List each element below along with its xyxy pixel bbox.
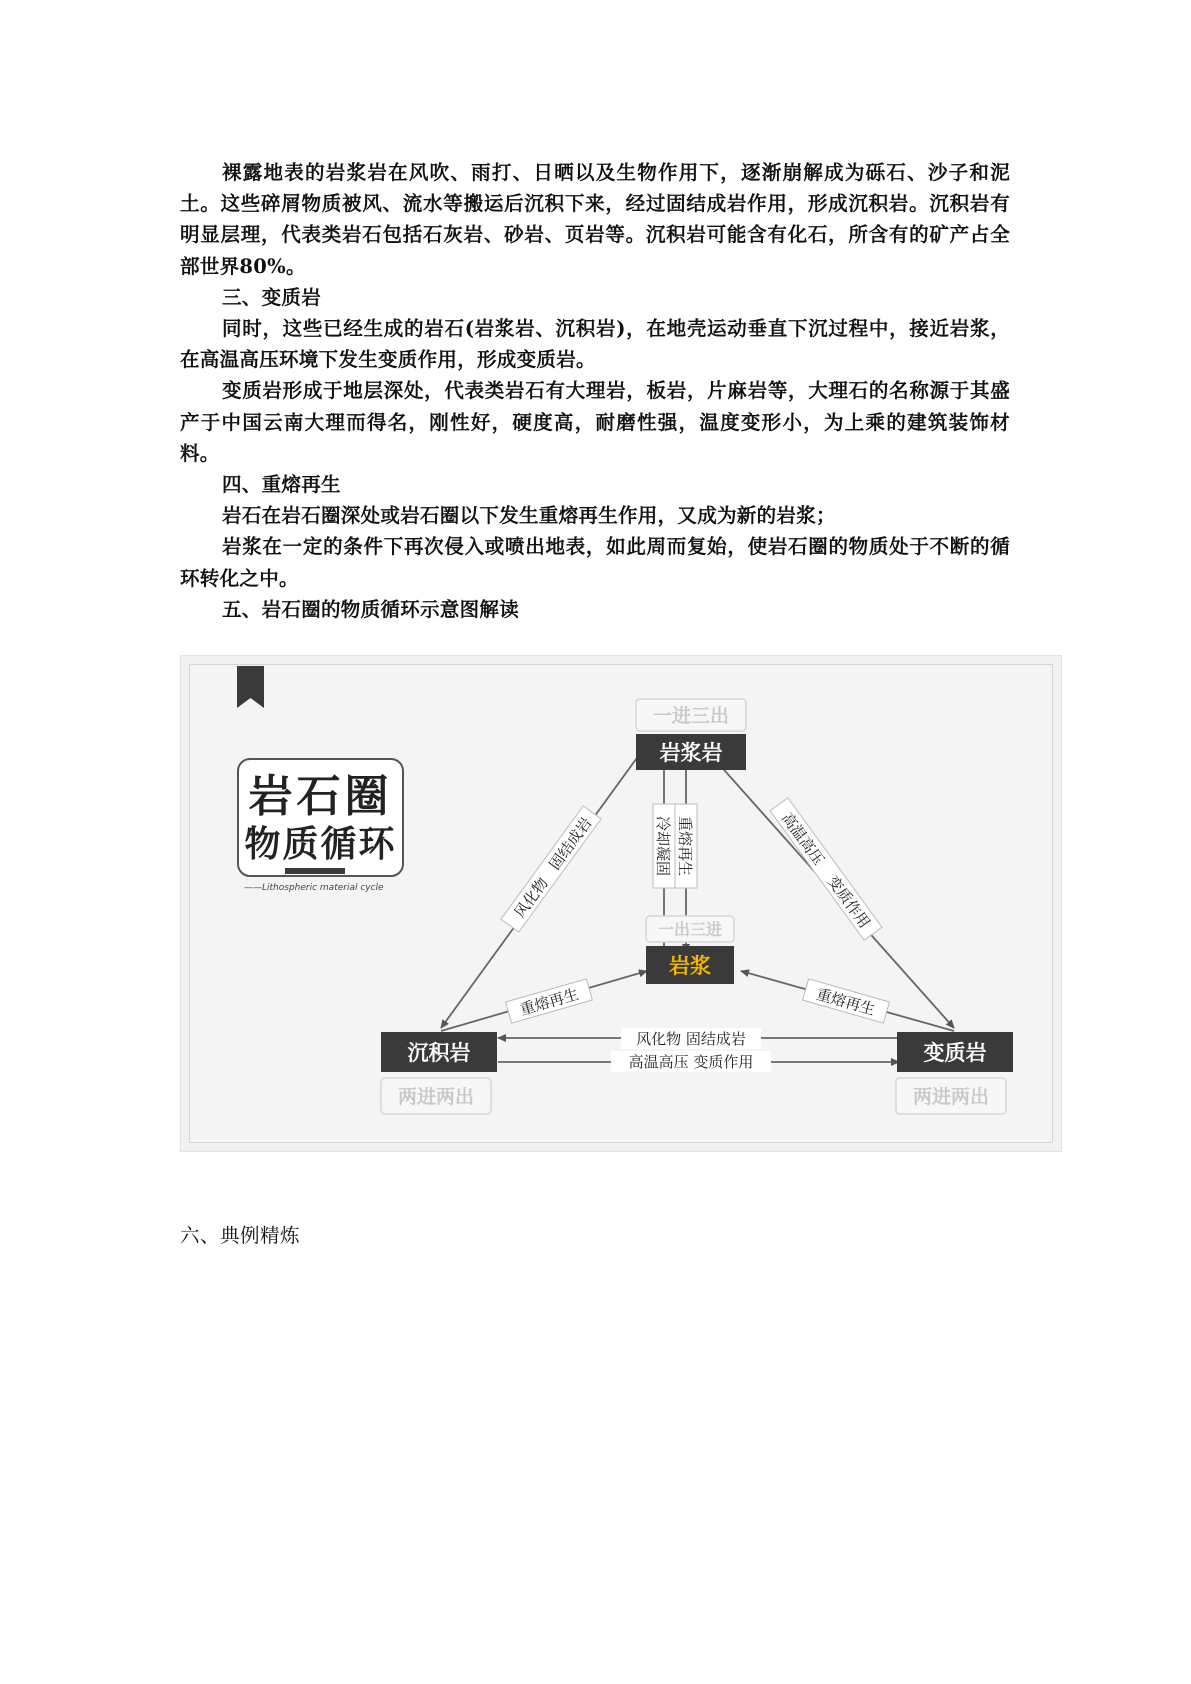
svg-text:岩浆: 岩浆 xyxy=(669,954,711,978)
svg-text:沉积岩: 沉积岩 xyxy=(407,1041,471,1065)
svg-text:变质岩: 变质岩 xyxy=(923,1041,987,1065)
paragraph-metamorphic-formation: 同时，这些已经生成的岩石(岩浆岩、沉积岩)，在地壳运动垂直下沉过程中，接近岩浆，在高温高压环境下发生变质作用，形成变质岩。 xyxy=(180,317,1010,372)
edge-label-high-temp-pressure: 高温高压 xyxy=(777,809,828,869)
edge-label-remelting: 重熔再生 xyxy=(676,815,694,877)
heading-examples: 六、典例精炼 xyxy=(180,1224,301,1247)
bookmark-icon xyxy=(237,666,264,708)
edge-label-bottom xyxy=(611,1028,771,1072)
edge-label-cooling: 冷却凝固 xyxy=(654,815,672,877)
tag-magma xyxy=(646,916,734,942)
svg-text:两进两出: 两进两出 xyxy=(397,1086,475,1108)
heading-cycle-diagram: 五、岩石圈的物质循环示意图解读 xyxy=(222,597,520,621)
heading-metamorphic: 三、变质岩 xyxy=(222,285,322,309)
body-text xyxy=(180,157,1010,625)
paragraph-remelting-2: 岩浆在一定的条件下再次侵入或喷出地表，如此周而复始，使岩石圈的物质处于不断的循环转化之中。 xyxy=(180,535,1010,590)
diagram-canvas xyxy=(181,656,1061,1151)
svg-text:两进两出: 两进两出 xyxy=(912,1086,990,1108)
edge-label-bottom-line2: 高温高压 变质作用 xyxy=(628,1053,754,1071)
edge-label-sed-magma xyxy=(506,979,593,1023)
edge-label-met-remelting: 重熔再生 xyxy=(814,985,878,1019)
rock-cycle-diagram xyxy=(180,655,1062,1152)
edge-label-weathered: 风化物 xyxy=(510,874,552,922)
edge-label-lithification: 固结成岩 xyxy=(545,814,596,874)
node-magma xyxy=(646,946,734,984)
edge-label-metamorphism: 变质作用 xyxy=(823,872,874,932)
paragraph-sedimentary: 裸露地表的岩浆岩在风吹、雨打、日晒以及生物作用下，逐渐崩解成为砾石、沙子和泥土。这些碎屑物质被风、流水等搬运后沉积下来，经过固结成岩作用，形成沉积岩。沉积岩有明显层理，代表类岩石包括石灰岩、砂岩、页岩等。沉积岩可能含有化石，所含有的矿产占全部世界80%。 xyxy=(180,161,1010,278)
edge-label-right xyxy=(770,798,882,940)
node-magmatic-rock xyxy=(636,734,746,770)
tag-sedimentary xyxy=(381,1078,491,1114)
svg-text:一进三出: 一进三出 xyxy=(652,705,730,727)
edge-label-center-left xyxy=(653,804,675,888)
edge-label-left xyxy=(501,806,601,932)
heading-remelting: 四、重熔再生 xyxy=(222,473,341,497)
node-sedimentary-rock xyxy=(381,1032,497,1072)
svg-text:岩浆岩: 岩浆岩 xyxy=(659,741,723,765)
tag-metamorphic xyxy=(896,1078,1006,1114)
paragraph-remelting-1: 岩石在岩石圈深处或岩石圈以下发生重熔再生作用，又成为新的岩浆； xyxy=(222,504,836,528)
logo-caption: ——Lithospheric material cycle xyxy=(244,883,384,893)
paragraph-metamorphic-examples: 变质岩形成于地层深处，代表类岩石有大理岩，板岩，片麻岩等，大理石的名称源于其盛产于中国云南大理而得名，刚性好，硬度高，耐磨性强，温度变形小，为上乘的建筑装饰材料。 xyxy=(180,379,1010,465)
logo-title-line1: 岩石圈 xyxy=(248,771,393,822)
logo-title-line2: 物质循环 xyxy=(244,823,397,865)
edge-label-bottom-line1: 风化物 固结成岩 xyxy=(636,1030,746,1048)
edge-label-center-right xyxy=(675,804,697,888)
tag-magmatic xyxy=(636,699,746,731)
edge-label-sed-remelting: 重熔再生 xyxy=(517,985,581,1019)
edge-label-met-magma xyxy=(803,979,890,1023)
svg-text:一出三进: 一出三进 xyxy=(657,920,723,939)
node-metamorphic-rock xyxy=(897,1032,1013,1072)
logo xyxy=(238,759,403,893)
